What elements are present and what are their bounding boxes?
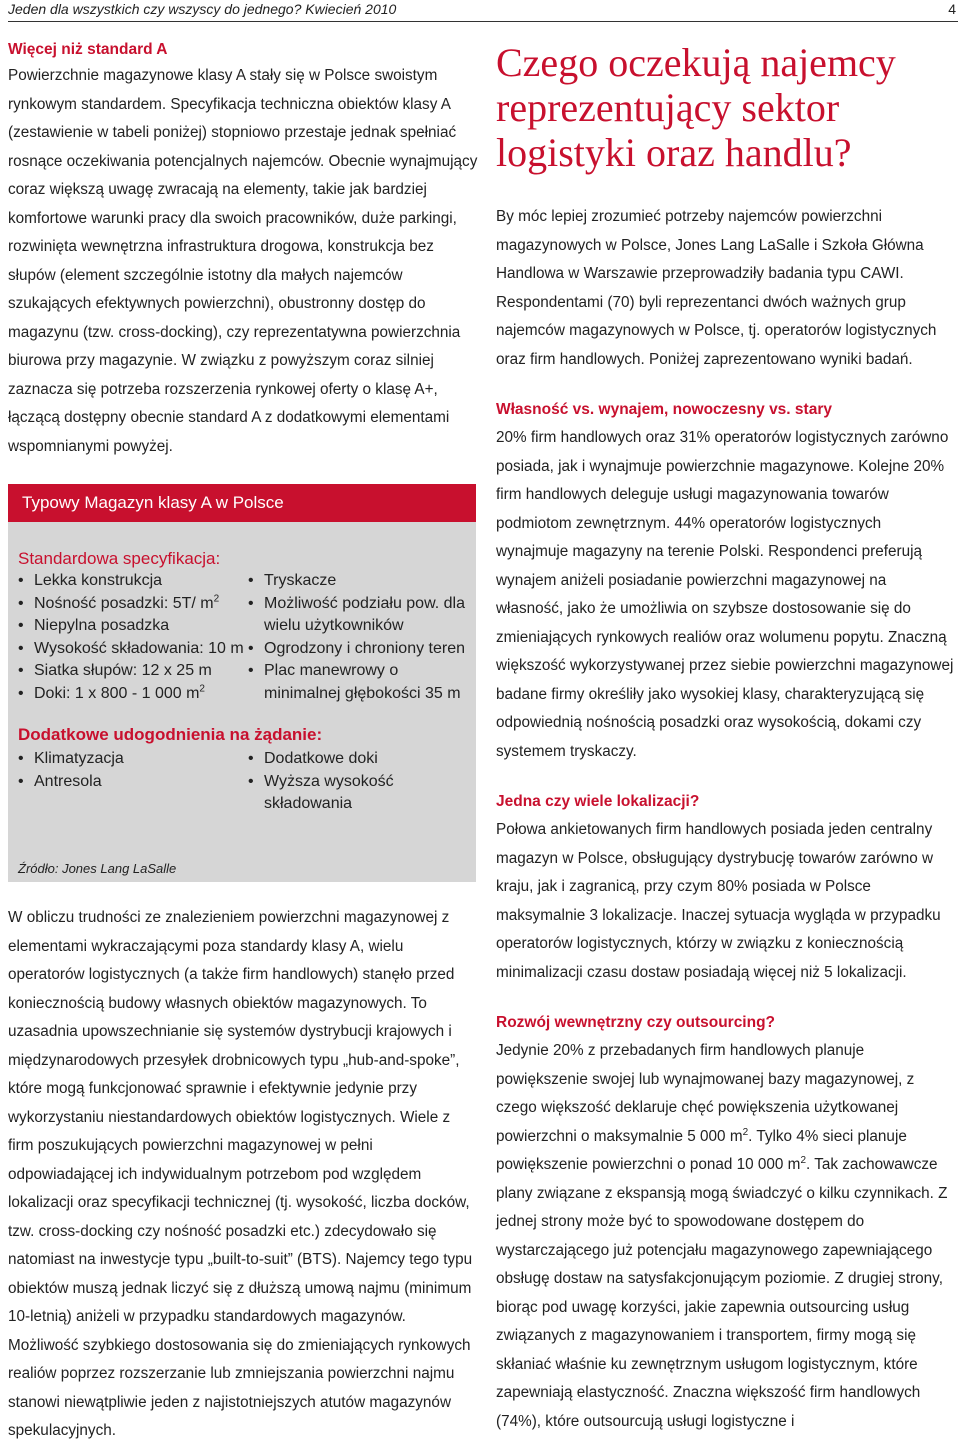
spec-list-right: [248, 570, 474, 705]
page-header: [8, 0, 958, 22]
intro-paragraph: Powierzchnie magazynowe klasy A stały się w Polsce swoistym rynkowym standardem. Specyfikacja techniczna obiektów klasy A (zestawienie w tabeli poniżej) stopniowo przestaje jednak spełniać rosnące oczekiwania potencjalnych najemców. Obecnie wynajmujący coraz większą uwagę zwracają na elementy, takie jak bardziej komfortowe warunki pracy dla swoich pracowników, duże parkingi, rozwinięta wewnętrzna infrastruktura drogowa, konstrukcja bez słupów (element szczególnie istotny dla małych najemców szukających efektywnych powierzchni), obustronny dostęp do magazynu (tzw. cross-docking), czy reprezentatywna powierzchnia biurowa przy magazynie. W związku z powyższym coraz silniej zaznacza się potrzeba rozszerzenia rynkowej oferty o klasę A+, łączącą dostępny obecnie standard A z dodatkowymi elementami wspomnianymi powyżej.: [8, 67, 478, 455]
list-item: • Możliwość podziału pow. dla wielu użytkowników: [248, 593, 474, 638]
list-item: • Antresola: [18, 771, 244, 794]
left-column: [8, 38, 478, 461]
list-item: • Siatka słupów: 12 x 25 m: [18, 660, 244, 683]
list-item: • Wyższa wysokość składowania: [248, 771, 448, 816]
list-item: • Tryskacze: [248, 570, 474, 593]
right-column: [496, 38, 954, 1436]
list-item: • Klimatyzacja: [18, 748, 244, 771]
section-locations: [496, 788, 954, 987]
section-text-ownership: 20% firm handlowych oraz 31% operatorów logistycznych zarówno posiada, jak i wynajmuje powierzchnie magazynowe. Kolejne 20% firm handlowych deleguje usługi magazynowania towarów podmiotom zewnętrznym. 44% operatorów logistycznych wynajmuje magazyny na terenie Polski. Respondenci preferują wynajem aniżeli posiadanie powierzchni magazynowej na własność, jako że umożliwia on szybsze dostosowanie się do zmieniających rynkowych realiów oraz wolumenu popytu. Znaczną większość wykorzystywanej przez siebie powierzchni magazynowej badane firmy określiły jako wysokiej klasy, charakteryzującą się odpowiednią nośnością posadzki oraz wysokością, dokami czy systemem tryskaczy.: [496, 429, 954, 760]
standard-spec-heading: Standardowa specyfikacja:: [18, 549, 221, 568]
list-item: • Dodatkowe doki: [248, 748, 448, 771]
box-title: Typowy Magazyn klasy A w Polsce: [8, 484, 476, 522]
extra-list-right: [248, 748, 448, 816]
list-item: • Ogrodzony i chroniony teren: [248, 638, 474, 661]
section-heading-locations: Jedna czy wiele lokalizacji?: [496, 793, 700, 810]
bottom-paragraph: W obliczu trudności ze znalezieniem powierzchni magazynowej z elementami wykraczającymi poza standardy klasy A, wielu operatorów logistycznych (a także firm handlowych) stanęło przed koniecznością budowy własnych obiektów magazynowych. To uzasadnia upowszechnianie się systemów dystrybucji krajowych i międzynarodowych przesyłek drobnicowych typu „hub-and-spoke”, które mogą funkcjonować sprawnie i efektywnie jedynie przy wykorzystaniu niestandardowych obiektów logistycznych. Wiele z firm poszukujących powierzchni magazynowej w pełni odpowiadającej ich indywidualnym potrzebom pod względem lokalizacji oraz specyfikacji technicznej (tj. wysokość, liczba docków, tzw. cross-docking czy nośność posadzki etc.) zdecydowało się natomiast na inwestycje typu „built-to-suit” (BTS). Najemcy tego typu obiektów muszą jednak liczyć się z dłuższą umową najmu (minimum 10-letnią) aniżeli w przypadku standardowych magazynów. Możliwość szybkiego dostosowania się do zmieniających rynkowych realiów poprzez rozszerzanie lub zmniejszania powierzchni najmu stanowi niewątpliwie jeden z najistotniejszych atutów magazynów spekulacyjnych.: [8, 909, 473, 1439]
list-item: • Wysokość składowania: 10 m: [18, 638, 244, 661]
section-text-locations: Połowa ankietowanych firm handlowych posiada jeden centralny magazyn w Polsce, obsługujący dystrybucję towarów zarówno w kraju, jak i zagranicą, przy czym 80% posiada w Polsce maksymalnie 3 lokalizacje. Inaczej sytuacja wygląda w przypadku operatorów logistycznych, którzy w związku z koniecznością minimalizacji czasu dostaw posiadają więcej niż 5 lokalizacji.: [496, 821, 941, 981]
section-heading-more-than-standard: Więcej niż standard A: [8, 41, 168, 58]
header-title: Jeden dla wszystkich czy wszyscy do jednego? Kwiecień 2010: [8, 1, 397, 17]
list-item: • Nośność posadzki: 5T/ $m^2$: [18, 593, 244, 616]
survey-intro: By móc lepiej zrozumieć potrzeby najemców powierzchni magazynowych w Polsce, Jones Lang LaSalle i Szkoła Główna Handlowa w Warszawie przeprowadziły badania typu CAWI. Respondentami (70) byli reprezentanci dwóch ważnych grup najemców magazynowych w Polsce, tj. operatorów logistycznych oraz firm handlowych. Poniżej zaprezentowano wyniki badań.: [496, 208, 937, 368]
section-heading-ownership: Własność vs. wynajem, nowoczesny vs. stary: [496, 401, 832, 418]
page-number: 4: [948, 1, 956, 17]
list-item: • Niepylna posadzka: [18, 615, 244, 638]
list-item: • Lekka konstrukcja: [18, 570, 244, 593]
extra-list-left: [18, 748, 244, 793]
extra-features-heading: Dodatkowe udogodnienia na żądanie:: [18, 725, 323, 744]
right-title: Czego oczekują najemcy reprezentujący sektor logistyki oraz handlu?: [496, 40, 896, 175]
section-ownership: [496, 396, 954, 766]
box-source: Źródło: Jones Lang LaSalle: [18, 861, 177, 876]
warehouse-spec-box: [8, 484, 476, 882]
list-item: • Doki: 1 x 800 - 1 000 $m^2$: [18, 683, 244, 706]
spec-list-left: [18, 570, 244, 705]
section-heading-outsourcing: Rozwój wewnętrzny czy outsourcing?: [496, 1014, 776, 1031]
left-bottom-text: [8, 904, 478, 1446]
section-outsourcing: [496, 1009, 954, 1436]
list-item: • Plac manewrowy o minimalnej głębokości 35 m: [248, 660, 474, 705]
section-text-outsourcing: Jedynie 20% z przebadanych firm handlowych planuje powiększenie swojej lub wynajmowanej bazy magazynowej, z czego większość deklaruje chęć powiększenia użytkowanej powierzchni o maksymalnie 5 000 $m^2$. Tylko 4% sieci planuje powiększenie powierzchni o ponad 10 000 $m^2$. Tak zachowawcze plany związane z ekspansją mogą świadczyć o kilku czynnikach. Z jednej strony może być to spowodowane dostępem do wystarczającego już potencjału magazynowego zapewniającego obsługę dostaw na satysfakcjonującym poziomie. Z drugiej strony, biorąc pod uwagę korzyści, jakie zapewnia outsourcing usług związanych z magazynowaniem i transportem, firmy mogą się skłaniać właśnie ku zewnętrznym usługom logistycznym, które zapewniają elastyczność. Znaczna większość firm handlowych (74%), które outsourcują usługi logistyczne i: [496, 1042, 948, 1430]
